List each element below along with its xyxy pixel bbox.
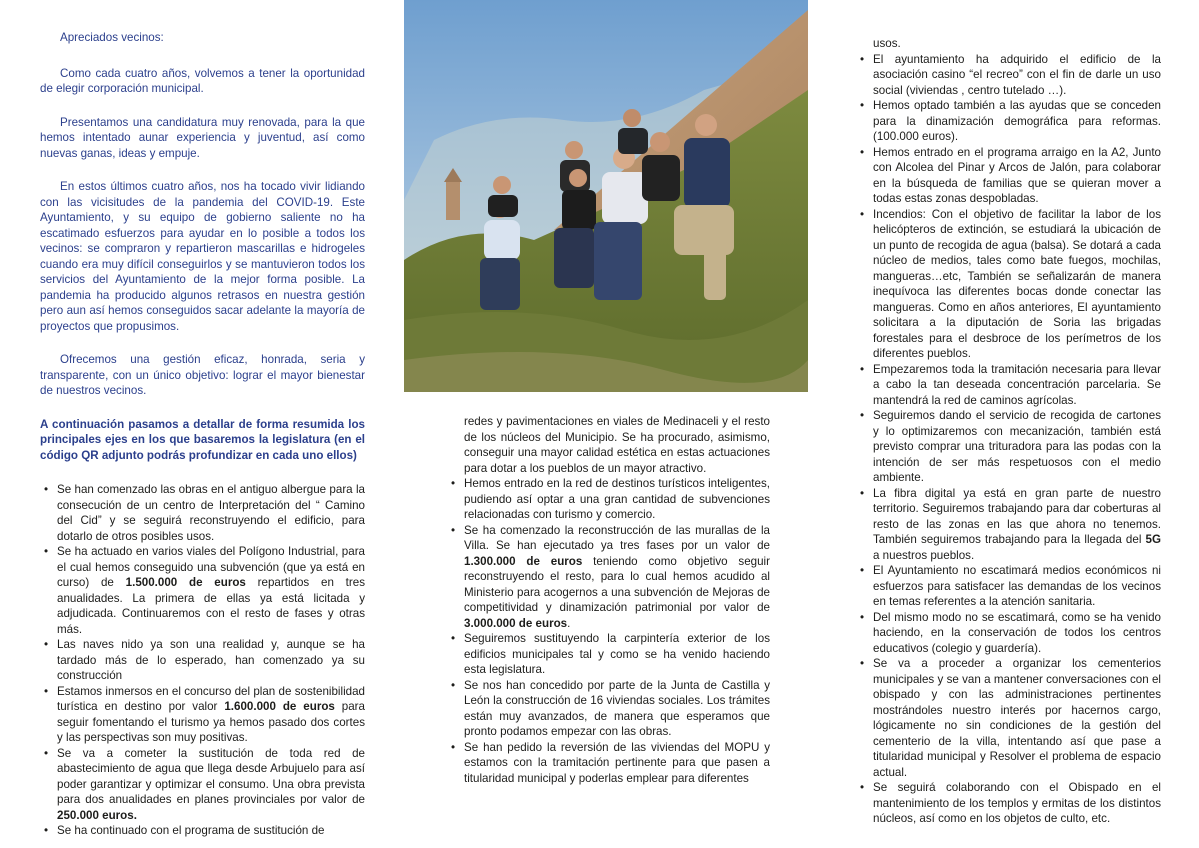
list-item: • Se nos han concedido por parte de la Junta de Castilla y León la construcción de 16 viviendas sociales. Los trámites están muy avanzados, de manera que esperamos que pronto podamos empezar con las obras. [447, 678, 770, 740]
list-item: • Se ha continuado con el programa de sustitución de [40, 823, 365, 839]
list-item: • Estamos inmersos en el concurso del plan de sostenibilidad turística en destino por valor 1.600.000 de euros para seguir fomentando el turismo ya hemos pasado dos cortes y las perspectivas son muy positivas. [40, 684, 365, 746]
section-heading: A continuación pasamos a detallar de forma resumida los principales ejes en los que basaremos la legislatura (en el código QR adjunto podrás profundizar en cada uno ellos) [40, 417, 365, 462]
list-item-continuation: usos. [873, 37, 901, 50]
right-bullet-list [856, 36, 1161, 827]
list-item: • Se ha actuado en varios viales del Polígono Industrial, para el cual hemos conseguido una subvención (que ya está en curso) de 1.500.000 de euros repartidos en tres anualidades. La primera de ellas ya está licitada y adjudicada. Continuaremos con el resto de fases y otras más. [40, 544, 365, 637]
list-item-continuation: redes y pavimentaciones en viales de Medinaceli y el resto de los núcleos del Municipio. Se ha procurado, asimismo, conseguir una mayor calidad estética en estas actuaciones para dotar a los pueblos de un mayor atractivo. [464, 415, 770, 475]
group-photo-image [404, 0, 808, 392]
intro-paragraph: Como cada cuatro años, volvemos a tener la oportunidad de elegir corporación municipal. [40, 66, 365, 95]
list-item: • Se va a proceder a organizar los cementerios municipales y se van a mantener conversaciones con el obispado y con las administraciones pertinentes mostrándoles nuestro interés por hacernos cargo, lógicamente no sin condiciones de la gestión del cementerio de la villa, intentando así que pase a titularidad municipal y Resolver el problema de espacio actual. [856, 656, 1161, 780]
list-item: • Se seguirá colaborando con el Obispado en el mantenimiento de los templos y ermitas de los distintos núcleos, así como en los objetos de culto, etc. [856, 780, 1161, 827]
pandemic-paragraph: En estos últimos cuatro años, nos ha tocado vivir lidiando con las vicisitudes de la pandemia del COVID-19. Este Ayuntamiento, y su equipo de gobierno saliente no ha escatimado esfuerzos para ayudar en lo posible a todos los vecinos: se compraron y repartieron mascarillas e hidrogeles cuando era muy difícil conseguirlos y se mantuvieron todos los servicios del Ayuntamiento de la mejor forma posible. La pandemia ha producido algunos retrasos en nuestra gestión pero aun así hemos conseguidos sacar adelante la mayoría de proyectos que propusimos. [40, 180, 365, 333]
greeting: Apreciados vecinos: [60, 31, 164, 44]
list-item: • Empezaremos toda la tramitación necesaria para llevar a cabo la tan deseada concentración parcelaria. Se mantendrá la red de caminos agrícolas. [856, 362, 1161, 409]
list-item: • El Ayuntamiento no escatimará medios económicos ni esfuerzos para satisfacer las demandas de los vecinos en temas referentes a la atención sanitaria. [856, 563, 1161, 610]
list-item: • Seguiremos dando el servicio de recogida de cartones y lo optimizaremos con mecanización, también está previsto comprar una trituradora para las podas con la intención de ser más respetuosos con el medio ambiente. [856, 408, 1161, 486]
list-item: • Se han pedido la reversión de las viviendas del MOPU y estamos con la tramitación pertinente para que pasen a titularidad municipal y poderlas emplear para diferentes [447, 740, 770, 787]
list-item: • Seguiremos sustituyendo la carpintería exterior de los edificios municipales tal y como se ha venido haciendo esta legislatura. [447, 631, 770, 678]
list-item: • El ayuntamiento ha adquirido el edificio de la asociación casino “el recreo” con el fin de darle un uso social (viviendas , centro tutelado …). [856, 52, 1161, 99]
list-item: • Se ha comenzado la reconstrucción de las murallas de la Villa. Se han ejecutado ya tres fases por un valor de 1.300.000 de euros teniendo como objetivo seguir reconstruyendo el resto, para lo cual hemos acudido al Ministerio para acogernos a una subvención de Mejoras de competitividad y dinamización patrimonial por valor de 3.000.000 de euros. [447, 523, 770, 632]
list-item: • Hemos entrado en la red de destinos turísticos inteligentes, pudiendo así optar a una gran cantidad de subvenciones relacionadas con turismo y comercio. [447, 476, 770, 523]
list-item: • La fibra digital ya está en gran parte de nuestro territorio. Seguiremos trabajando para dar coberturas al resto de las zonas en las que ahora no tenemos. También seguiremos trabajando para la llegada del 5G a nuestros pueblos. [856, 486, 1161, 564]
list-item: • Incendios: Con el objetivo de facilitar la labor de los helicópteros de extinción, se estudiará la ubicación de un punto de recogida de agua (balsa). Se dotará a cada núcleo de medios, tales como bate fuegos, mochilas, mangueras…etc, También se señalizarán de manera inequívoca las diferentes bocas donde conectar las mangueras. Como en años anteriores, El ayuntamiento solicitara a la diputación de Soria las brigadas forestales para el desbroce de los perímetros de los diferentes pueblos. [856, 207, 1161, 362]
list-item: • Hemos optado también a las ayudas que se conceden para la dinamización demográfica para reformas. (100.000 euros). [856, 98, 1161, 145]
middle-bullet-list [447, 414, 770, 786]
right-column [856, 36, 1161, 827]
group-photo [404, 0, 808, 392]
list-item: • Se han comenzado las obras en el antiguo albergue para la consecución de un centro de Interpretación del “ Camino del Cid” y se seguirá reconstruyendo el edificio, para dotarlo de otros posibles usos. [40, 482, 365, 544]
candidacy-paragraph: Presentamos una candidatura muy renovada, para la que hemos intentado aunar experiencia y juventud, así como nuevas ganas, ideas y empuje. [40, 115, 365, 160]
list-item: • Hemos entrado en el programa arraigo en la A2, Junto con Alcolea del Pinar y Arcos de Jalón, para colaborar en la búsqueda de familias que se quieran mover a todas estas zonas despobladas. [856, 145, 1161, 207]
management-paragraph: Ofrecemos una gestión eficaz, honrada, seria y transparente, con un único objetivo: lograr el mayor bienestar de nuestros vecinos. [40, 353, 365, 397]
left-column [40, 30, 365, 839]
middle-column [447, 414, 770, 786]
list-item: • Del mismo modo no se escatimará, como se ha venido haciendo, en la conservación de todos los centros educativos (colegio y guardería). [856, 610, 1161, 657]
list-item: • Se va a cometer la sustitución de toda red de abastecimiento de agua que llega desde Arbujuelo para así poder garantizar y optimizar el consumo. Una obra prevista para dos anualidades en planes provinciales por valor de 250.000 euros. [40, 746, 365, 824]
list-item: • Las naves nido ya son una realidad y, aunque se ha tardado más de lo esperado, han comenzado ya su construcción [40, 637, 365, 684]
left-bullet-list [40, 482, 365, 839]
